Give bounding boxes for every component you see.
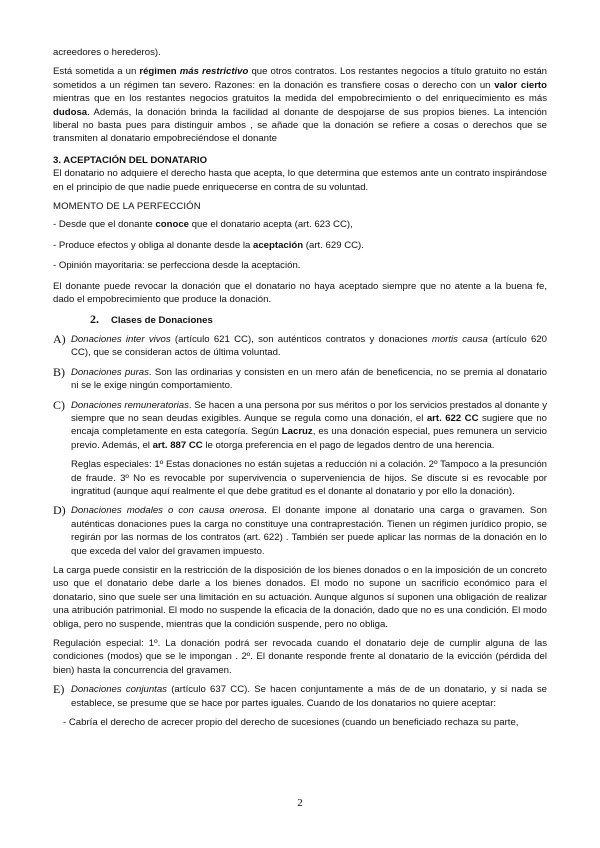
list-item-a: A) Donaciones inter vivos (artículo 621 CC), son auténticos contratos y donaciones mortis causa (artículo 620 CC), que se consideran actos de última voluntad. [53,331,547,359]
section-title: Clases de Donaciones [111,314,213,326]
text-run: mientras que en los restantes negocios gratuitos la medida del empobrecimiento o del enriquecimiento es más [53,93,547,105]
item-letter: A) [53,331,66,346]
section-heading-aceptacion: 3. ACEPTACIÓN DEL DONATARIO [53,154,208,166]
paragraph-carga: La carga puede consistir en la restricción de la disposición de los bienes donados o en la imposición de un concreto uso que el donatario debe darle a los bienes donados. El modo no supone un sacrificio económico para el donatario, sino que suele ser una limitación en su actuación. Aunque algunos sí suponen una obligación de realizar una atribución patrimonial. El modo no suspende la eficacia de la donación, dado que no es una condición. El modo obliga, pero no suspende, mientras que la condición suspende, pero no obliga. [53,565,547,630]
paragraph-reglas: Reglas especiales: 1º Estas donaciones no están sujetas a reducción ni a colación. 2º Tampoco a la presunción de fraude. 3º No es revocable por supervivencia o superveniencia de hijos. Se discute si es revocable por ingratitud (aunque aquí realmente el que debe gratitud es el donante al donatario y por ello la donación). [71,459,547,497]
section-number: 2. [90,311,99,326]
paragraph-regulacion: Regulación especial: 1º. La donación podrá ser revocada cuando el donatario deje de cumplir alguna de las condiciones (modos) que se le impongan . 2º. El donante responde frente al donatario de la evicción (pérdida del bien) hasta la concurrencia del gravamen. [53,638,547,676]
item-letter: D) [53,503,66,518]
continued-text: acreedores o herederos). [53,47,161,58]
paragraph-aceptacion: El donatario no adquiere el derecho hasta que acepta, lo que determina que estemos ante un contrato inspirándose en el principio de que nadie puede enriquecerse en contra de su voluntad. [53,168,547,193]
document-page [53,46,547,729]
bold-term: régimen [139,66,177,78]
list-item-c: C) Donaciones remuneratorias. Se hacen a una persona por sus méritos o por los servicios prestados al donante y siempre que no sean deudas exigibles. Aunque se regula como una donación, el art. 622 CC sugiere que no encaja completamente en esta categoría. Según Lacruz, es una donación especial, pues remunera un servicio previo. Además, el art. 887 CC le otorga preferencia en el pago de legados dentro de una herencia. [53,397,548,451]
item-letter: C) [53,397,65,412]
list-item-b: B) Donaciones puras. Son las ordinarias y consisten en un mero afán de beneficencia, no se premia al donatario ni se le exige ningún comportamiento. [53,364,547,392]
bold-term: valor cierto [494,79,547,91]
page-number: 2 [297,797,303,809]
section-heading-clases [53,313,547,327]
paragraph-revocar: El donante puede revocar la donación que el donatario no haya aceptado siempre que no atente a la buena fe, dado el empobrecimiento que produce la donación. [53,280,547,306]
subheading-momento: MOMENTO DE LA PERFECCIÓN [53,201,201,213]
text-run: que otros contratos. Los restantes negocios a título gratuito no están sometidos a un régimen tan severo. Razones: en la donación es transfiere cosas o derecho con un [53,66,548,91]
item-letter: E) [53,682,65,697]
bullet-item: - Desde que el donante conoce que el donatario acepta (art. 623 CC), [53,219,353,231]
bullet-item: - Produce efectos y obliga al donante desde la aceptación (art. 629 CC). [53,239,364,251]
bold-italic-term: más restrictivo [179,66,249,78]
list-item-e: E) Donaciones conjuntas (artículo 637 CC). Se hacen conjuntamente a más de de un donatario, y si nada se establece, se presume que se hace por partes iguales. Cuando de los donatarios no quiere aceptar: [53,682,548,709]
bullet-item: - Opinión mayoritaria: se perfecciona desde la aceptación. [53,260,301,272]
text-run: Está sometida a un [53,66,140,78]
bold-term: dudosa [53,106,88,118]
sub-bullet-item: - Cabría el derecho de acrecer propio del derecho de sucesiones (cuando un beneficiado rechaza su parte, [63,717,519,729]
item-letter: B) [53,364,65,379]
text-run: . Además, la donación brinda la facilidad al donante de despojarse de sus propios bienes. La intención liberal no basta pues para distinguir ambos , se añade que la donación se refiere a cosas o derechos que se transmiten al donatario empobreciéndose el donante [53,106,547,145]
paragraph-regimen [53,65,547,145]
list-item-d: D) Donaciones modales o con causa onerosa. El donante impone al donatario una carga o gravamen. Son auténticas donaciones pues la carga no constituye una contraprestación. Tienen un régimen jurídico propio, se regirán por las normas de los contratos (art. 622) . También ser puede aplicar las normas de la donación en lo que exceda del valor del gravamen impuesto. [53,503,547,557]
